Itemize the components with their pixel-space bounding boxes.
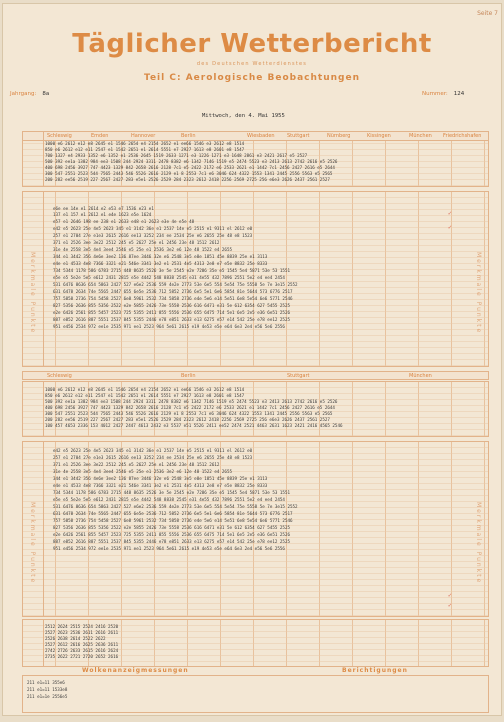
data-row: 631 6478 2634 74e 5565 2447 655 6e5e 2536 712 5852 2736 6e5 5e1 6e6 5854 81e 5644 573 6776 2517 [53,289,293,294]
jahrgang-value: 8a [42,91,50,97]
report-title: Täglicher Wetterbericht [72,29,432,59]
data-row: 100 457 4653 2336 153 4012 2427 2447 4613 2432 e3 5537 e51 5526 2411 ee52 2474 2521 4463 2631 1623 2421 2416 4565 2546 [45,423,343,428]
footer-title-left: Wolkenanzeigmessungen [82,667,189,674]
data-row: 631 6478 2634 74e 5565 2447 655 6e5e 2536 712 5852 2736 6e5 5e1 6e6 5854 81e 5644 573 6776 2517 [53,511,293,516]
level-column-3 [23,382,44,436]
data-row: e5e e5 5e2e 5e5 e612 2431 2815 e5e 4442 548 8838 2545 e31 4e55 432 7896 2551 5e2 e4 ee4 2454 [53,497,285,502]
data-row: 827 5356 2636 855 5356 2522 e2e 5855 2426 73e 5558 2536 616 6471 e31 5e 612 6354 627 5455 2525 [53,303,290,308]
data-row: 371 e1 2526 3ee 3e22 2512 245 e5 2627 25e e1 2456 23e 48 1512 2612 [53,462,220,467]
data-row: 734 5344 1178 586 6783 2715 448 8635 2526 3e 5e 2545 e2e 7286 35e e5 1545 5e4 5871 53e 53 1551 [53,268,290,273]
data-row: e5e e5 5e2e 5e5 e612 2431 2815 e5e 4442 548 8838 2545 e31 4e55 432 7896 2551 5e2 e4 ee4 2454 [53,275,285,280]
station-6b: Stuttgart [287,373,310,379]
station-3: Hannover [131,133,156,139]
data-row: 344 e1 3442 356 4e6e 3ee2 136 87ee 3446 32e e6 2548 3e5 e8e 1851 45e 8839 25e e1 3113 [53,254,268,259]
data-row: 531 6476 8636 654 5863 2427 527 e6e2 2536 559 4e2e 2773 53e 6e5 554 5e54 75e 5558 5e 7e 3e15 2552 [53,504,298,509]
report-part-title: Teil C: Aerologische Beobachtungen [144,73,360,83]
data-row: 500 392 ee1a 1382 984 ee3 1508 244 2924 3311 2478 8382 e6 1342 7146 1519 e5 2474 5523 e3 2413 2613 2742 2616 e5 2526 [45,399,338,404]
data-row: e57 e1 2646 198 ee 238 e1 2633 e48 e1 2623 e3e 4e e5e 48 [53,219,195,224]
data-row: 400 698 2456 3927 747 4423 1329 842 2658 2616 2128 7c1 e5 2422 2172 e6 2533 2621 e1 1442 7c1 2456 2427 2616 e5 2644 [45,405,335,410]
station-1b: Schleswig [47,373,72,379]
upper-air-table-1 [22,131,489,187]
data-row: 200 282 ee56 2519 227 2567 2427 283 e5e1 2526 2529 284 2323 2612 2418 2256 2569 2725 256 e6e3 2626 2437 2561 2527 [45,177,330,182]
data-row: e2e 6426 2561 855 5457 2523 725 5355 2411 855 5556 2536 655 6475 714 5e1 6e5 2e5 e36 6e51 2526 [53,532,290,537]
weather-report-sheet [2,3,502,716]
data-row: 400 698 2456 3927 747 4423 1329 842 2658 2616 2128 7c1 e5 2422 2172 e6 2533 2621 e1 1442 7c1 2456 2427 2616 e5 2644 [45,165,335,170]
check-mark: ✓ [448,592,452,599]
date-line: Mittwoch, den 4. Mai 1955 [202,113,285,119]
station-6: Stuttgart [287,133,310,139]
check-mark: ✓ [448,224,452,231]
station-9b: München [409,373,432,379]
data-row: 257 e1 2704 27e e1e3 2615 2616 ee13 3252 234 ee 2534 25e e6 2655 25e 48 e8 1523 [53,455,253,460]
footer-notes-box [22,675,489,713]
jahrgang-label: Jahrgang: [10,91,37,97]
data-row: e42 e5 2623 25e 4e5 2623 345 e1 3142 36e e1 2537 14e e5 2515 e1 9311 el 2612 e0 [53,226,253,231]
check-mark: ✓ [448,602,452,609]
level-column [23,132,44,186]
data-row: 850 e6 2612 e12 e11 2547 e1 1542 2651 e1 2614 5551 e7 2927 1613 e8 2601 e8 1547 [45,393,245,398]
data-row: 827 5356 2636 855 5356 2522 e2e 5855 2426 73e 5558 2536 616 6471 e31 5e 612 6354 627 5455 2525 [53,525,290,530]
footnote: 211 e1=11 1533e8 [27,687,68,692]
footnote: 211 e1=11 355e6 [27,680,65,685]
data-row: 300 547 2551 2523 544 7565 2443 546 5526 2616 2129 e1 8 2553 7c1 e6 3046 624 4322 1553 1341 2445 2556 5563 e5 2565 [45,411,333,416]
data-row: 951 e456 2534 972 ee1e 2535 971 ee1 2523 964 5e61 2615 e19 4e53 e5e e64 6e3 2e4 e56 5e6 2556 [53,546,285,551]
data-row: 500 392 ee1a 1382 984 ee3 1508 244 2924 3311 2478 8382 e6 1342 7146 1519 e5 2474 5523 e3 2413 2613 2742 2616 e5 2526 [45,159,338,164]
nummer-field [422,91,464,97]
upper-air-table-3 [22,381,489,437]
data-row: e42 e5 2623 25e 4e5 2623 345 e1 3142 36e e1 2537 14e e5 2515 e1 9311 el 2612 e0 [53,448,253,453]
side-label-left-2: Merkmale Punkte [29,502,36,585]
data-row: e4e e1 4533 4e8 7366 3321 e21 546e 3341 3e2 e1 2531 4e5 4313 2e8 e7 e5e 8832 25e 8333 [53,261,268,266]
data-row: 531 6476 8636 654 5863 2427 527 e6e2 2536 559 4e2e 2773 53e 6e5 554 5e54 75e 5558 5e 7e 3e15 2552 [53,282,298,287]
station-4b: Berlin [181,373,196,379]
footer-title-right: Berichtigungen [342,667,408,674]
data-row: 850 e6 2612 e12 e11 2547 e1 1542 2651 e1 2614 5551 e7 2927 1613 e8 2601 e8 1547 [45,147,245,152]
data-row: 200 282 ee56 2519 227 2567 2427 283 e5e1 2526 2529 284 2323 2612 2418 2256 2569 2725 256 e6e3 2626 2437 2561 2527 [45,417,330,422]
station-4: Berlin [181,133,196,139]
data-row: 2527 2612 2616 2625 2636 2611 [45,642,119,647]
level-column-5 [23,620,44,666]
data-row: 137 e1 157 e1 2612 e1 e4e 1623 e5e 1624 [53,212,152,217]
data-row: 951 e456 2534 972 ee1e 2535 971 ee1 2523 964 5e61 2615 e19 4e53 e5e e64 6e3 2e4 e56 5e6 2556 [53,324,285,329]
station-7: Nürnberg [327,133,351,139]
data-row: 757 5858 2736 754 5458 2527 6e8 5961 2532 734 5858 2736 e4e 5e6 e14 5e51 6e8 5e54 6e6 5771 2546 [53,518,293,523]
data-row: 734 5344 1178 586 6783 2715 448 8635 2526 3e 5e 2545 e2e 7286 35e e5 1545 5e4 5871 53e 53 1551 [53,490,290,495]
check-mark: ✓ [448,210,452,217]
jahrgang-field [10,91,49,97]
side-label-left: Merkmale Punkte [29,252,36,335]
side-label-right: Merkmale Punkte [475,252,482,335]
station-10: Friedrichshafen [443,133,482,139]
data-row: 2526 2638 2614 2522 2622 [45,636,106,641]
data-row: 700 1327 e4 2933 1352 e6 1352 e1 2536 2645 1519 2633 1271 e3 1226 1271 e3 1648 2861 e3 2421 2617 e5 2527 [45,153,308,158]
report-subtitle: des Deutschen Wetterdienstes [196,61,308,67]
data-row: 887 e852 2616 887 5551 2537 845 5355 2446 e78 e851 2633 e13 6275 e57 e14 542 25e e78 ee12 2525 [53,317,290,322]
data-row: 344 e1 3442 356 4e6e 3ee2 136 87ee 3446 32e e6 2548 3e5 e8e 1851 45e 8839 25e e1 3113 [53,476,268,481]
data-row: 2742 2726 2633 2615 2616 2624 [45,648,119,653]
side-label-right-2: Merkmale Punkte [475,502,482,585]
data-row: 31e 4e 2558 3e5 4e4 3ee4 2546 e5 25e e1 2536 3e2 e6 12e 48 1522 e4 2655 [53,469,232,474]
data-row: 371 e1 2526 3ee 3e22 2512 245 e5 2627 25e e1 2456 23e 48 1512 2612 [53,240,220,245]
data-row: e4e e1 4533 4e8 7366 3321 e21 546e 3341 3e2 e1 2531 4e5 4313 2e8 e7 e5e 8832 25e 8333 [53,483,268,488]
data-row: 257 e1 2704 27e e1e3 2615 2616 ee13 3252 234 ee 2534 25e e6 2655 25e 48 e8 1523 [53,233,253,238]
data-row: 1000 e6 2612 e12 e8 2645 e1 1546 2654 e4 2154 2652 e1 ee66 1546 e3 2612 e8 1514 [45,141,245,146]
nummer-value: 124 [453,91,465,97]
nummer-label: Nummer: [422,91,448,97]
station-header-row [23,132,488,141]
data-row: 757 5858 2736 754 5458 2527 6e8 5961 2532 734 5858 2736 e4e 5e6 e14 5e51 6e8 5e54 6e6 5771 2546 [53,296,293,301]
station-1: Schleswig [47,133,72,139]
upper-air-table-2 [22,191,489,367]
page-corner-label: Seite 7 [477,10,498,17]
station-header-row-2 [22,371,489,380]
data-row: 2735 2622 2721 2720 2652 2616 [45,654,119,659]
footnote: 211 e1=1e 2556e5 [27,694,68,699]
upper-air-table-4 [22,441,489,617]
data-row: 887 e852 2616 887 5551 2537 845 5355 2446 e78 e851 2633 e13 6275 e57 e14 542 25e e78 ee12 2525 [53,539,290,544]
station-8: Kissingen [367,133,391,139]
station-9: München [409,133,432,139]
data-row: 31e 4e 2558 3e5 4e4 3ee4 2546 e5 25e e1 2536 3e2 e6 12e 48 1522 e4 2655 [53,247,232,252]
data-row: 2512 2624 2515 2524 2416 2520 [45,624,119,629]
data-row: 2527 2623 2536 2611 2616 2611 [45,630,119,635]
station-2: Emden [91,133,109,139]
data-row: 1000 e6 2612 e12 e8 2645 e1 1546 2654 e4 2154 2652 e1 ee66 1546 e3 2612 e8 1514 [45,387,245,392]
data-row: e6e ee 14e e1 2614 e2 e53 e7 1536 e23 e1 [53,206,154,211]
station-5: Wiesbaden [247,133,275,139]
data-row: e2e 6426 2561 855 5457 2523 725 5355 2411 855 5556 2536 655 6475 714 5e1 6e5 2e5 e36 6e51 2526 [53,310,290,315]
data-row: 300 547 2551 2523 544 7565 2443 546 5526 2616 2129 e1 8 2553 7c1 e6 3046 624 4322 1553 1341 2445 2556 5563 e5 2565 [45,171,333,176]
wind-table [22,619,489,667]
